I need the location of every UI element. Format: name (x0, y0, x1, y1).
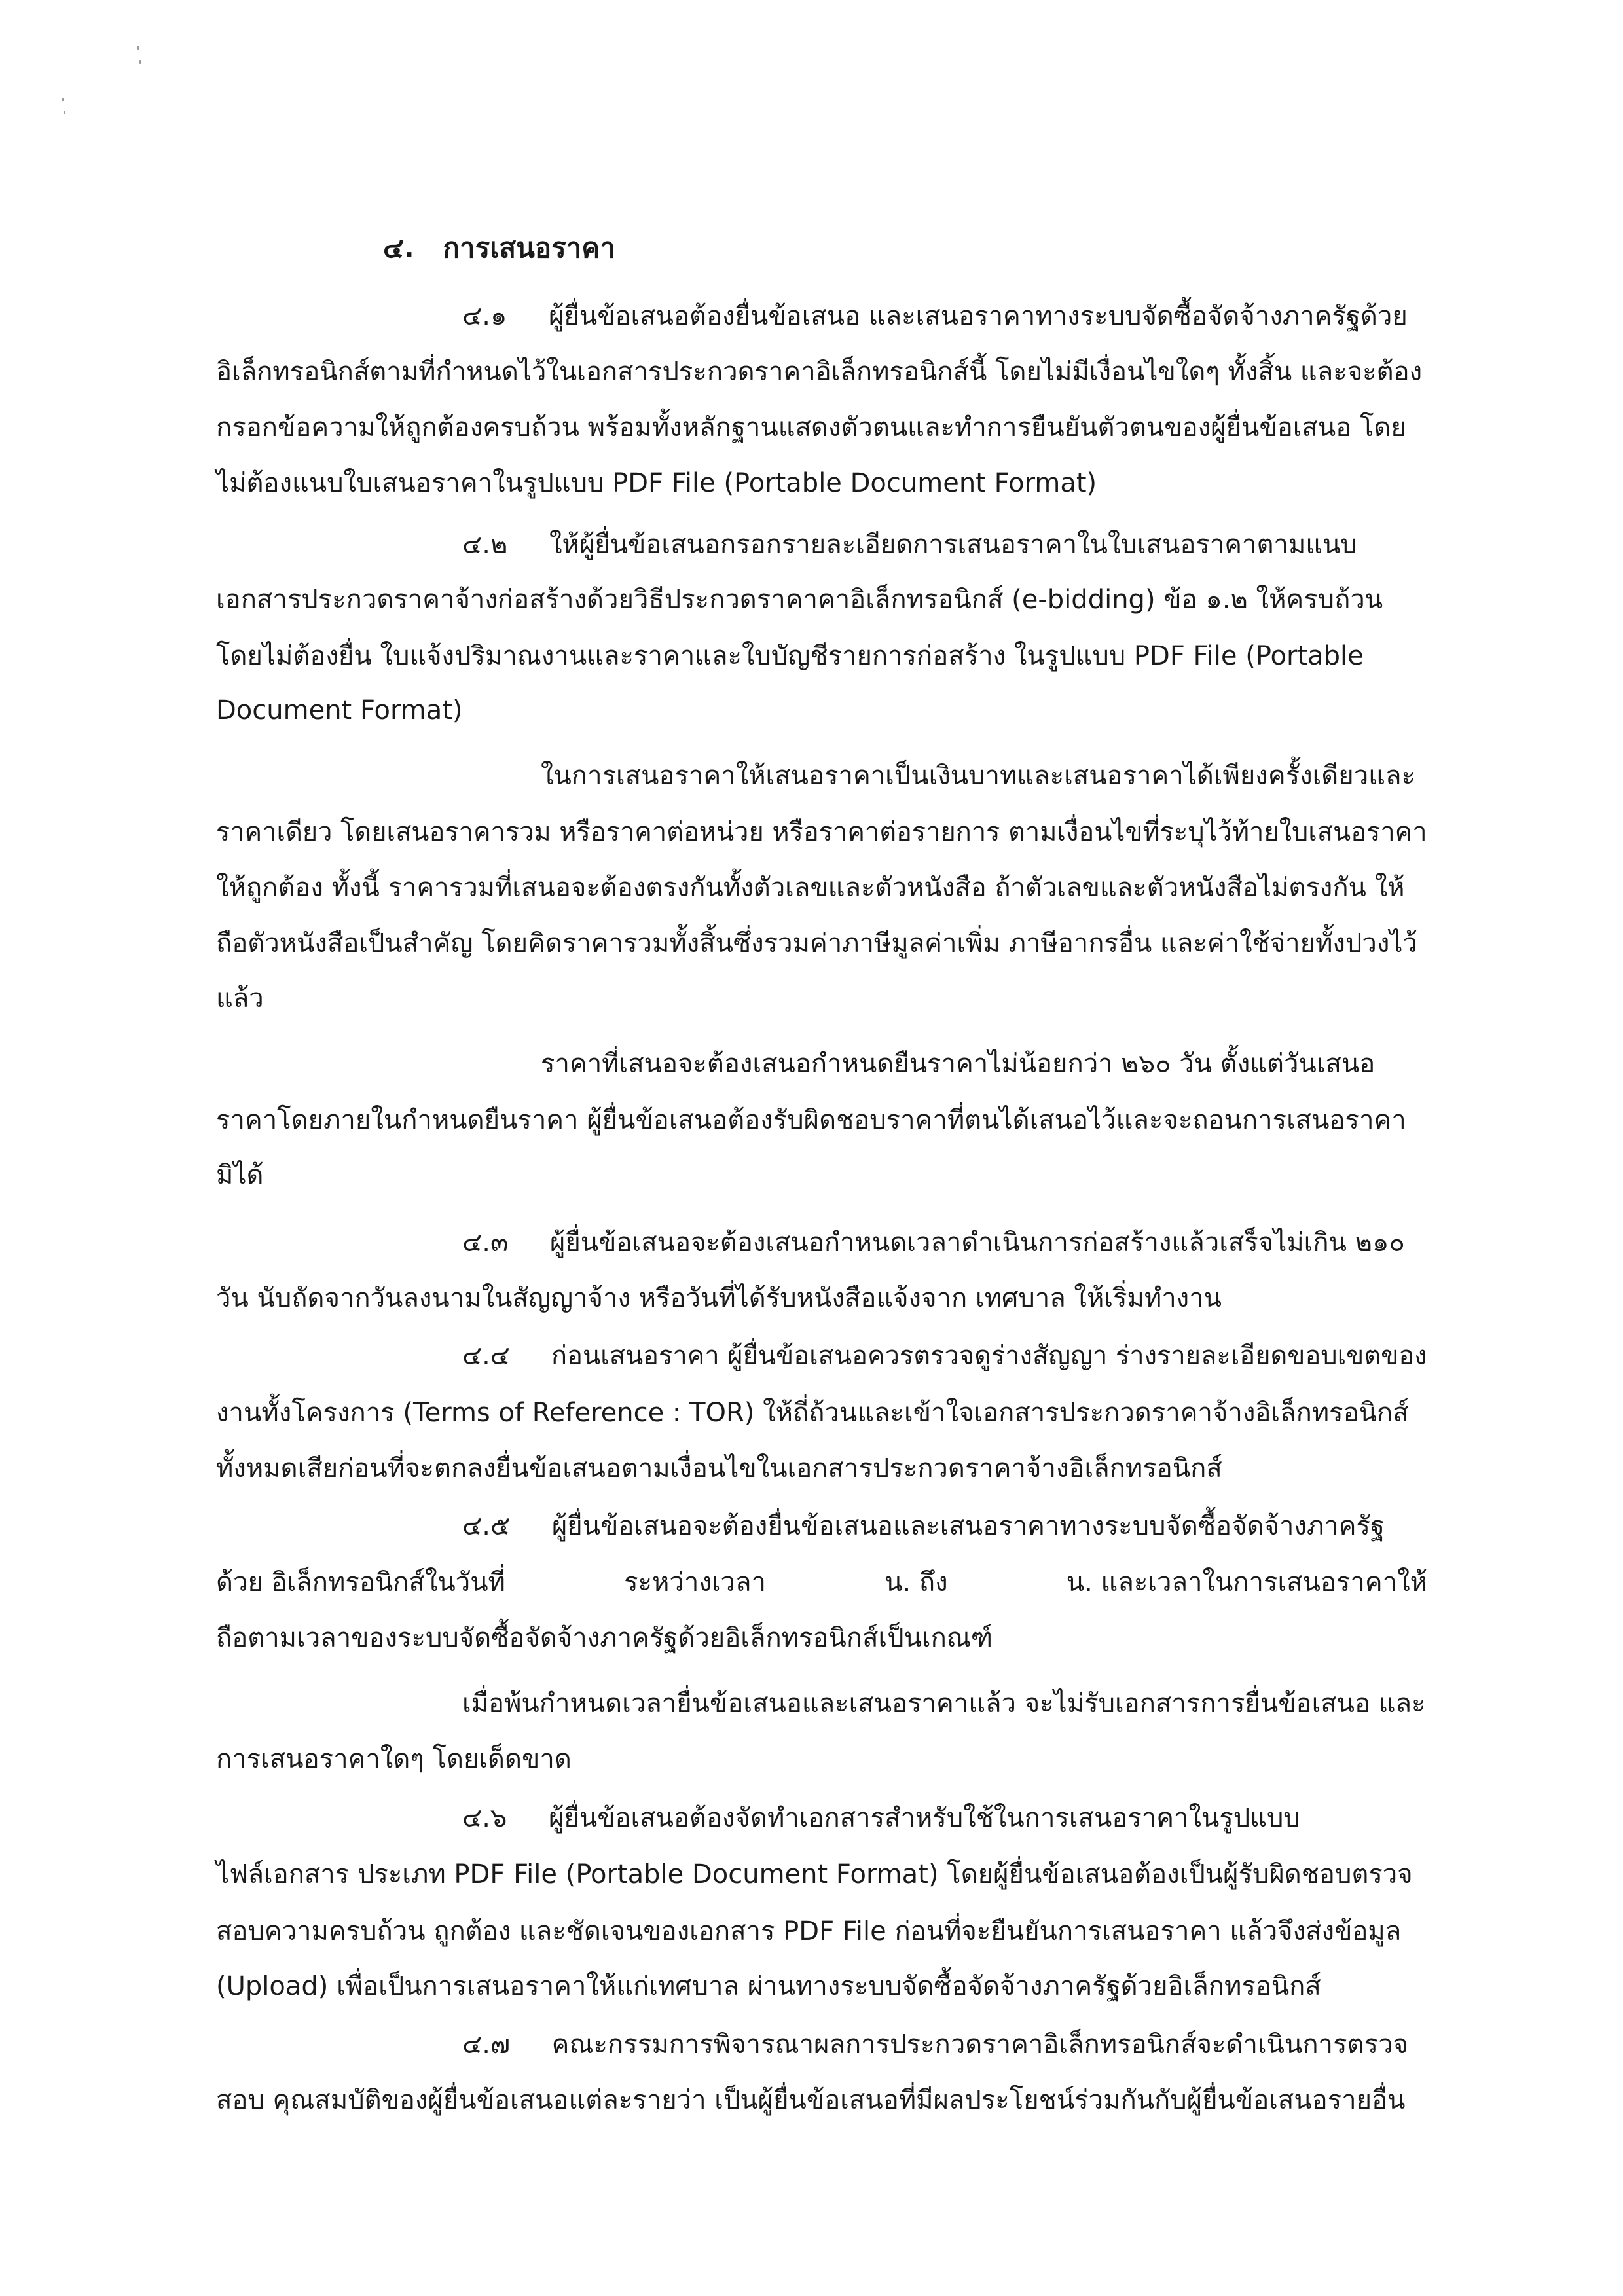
item-text: ผู้ยื่นข้อเสนอจะต้องเสนอกำหนดเวลาดำเนินการก่อสร้างแล้วเสร็จไม่เกิน ๒๑๐ (549, 1228, 1405, 1258)
time-label: ระหว่างเวลา (624, 1567, 766, 1597)
section-title: การเสนอราคา (443, 232, 615, 264)
scan-speck (62, 98, 64, 101)
item-4-2-para2-line-5: แล้ว (216, 983, 264, 1013)
item-4-2-para2-line-2: ราคาเดียว โดยเสนอราคารวม หรือราคาต่อหน่วย หรือราคาต่อรายการ ตามเงื่อนไขที่ระบุไว้ท้ายใบเสนอราคา (216, 817, 1427, 847)
item-4-5-line-3: ถือตามเวลาของระบบจัดซื้อจัดจ้างภาครัฐด้วยอิเล็กทรอนิกส์เป็นเกณฑ์ (216, 1623, 993, 1653)
scan-speck (139, 60, 141, 64)
section-heading (383, 230, 615, 266)
item-4-2-para3-line-3: มิได้ (216, 1160, 264, 1190)
item-4-3-line-2: วัน นับถัดจากวันลงนามในสัญญาจ้าง หรือวันที่ได้รับหนังสือแจ้งจาก เทศบาล ให้เริ่มทำงาน (216, 1283, 1222, 1313)
item-4-4-line-3: ทั้งหมดเสียก่อนที่จะตกลงยื่นข้อเสนอตามเงื่อนไขในเอกสารประกวดราคาจ้างอิเล็กทรอนิกส์ (216, 1453, 1222, 1484)
item-text: ผู้ยื่นข้อเสนอจะต้องยื่นข้อเสนอและเสนอราคาทางระบบจัดซื้อจัดจ้างภาครัฐ (551, 1511, 1385, 1541)
item-4-7-line-2: สอบ คุณสมบัติของผู้ยื่นข้อเสนอแต่ละรายว่า เป็นผู้ยื่นข้อเสนอที่มีผลประโยชน์ร่วมกันกับผู้ยื่นข้อเสนอรายอื่น (216, 2085, 1406, 2115)
item-4-5-para2-line-2: การเสนอราคาใดๆ โดยเด็ดขาด (216, 1744, 572, 1774)
item-4-6-line-3: สอบความครบถ้วน ถูกต้อง และชัดเจนของเอกสาร PDF File ก่อนที่จะยืนยันการเสนอราคา แล้วจึงส่งข้อมูล (216, 1916, 1402, 1946)
item-4-2-line-1 (462, 526, 1357, 563)
item-4-4-line-2: งานทั้งโครงการ (Terms of Reference : TOR) ให้ถี่ถ้วนและเข้าใจเอกสารประกวดราคาจ้างอิเล็กทรอนิกส์ (216, 1398, 1409, 1428)
item-text: คณะกรรมการพิจารณาผลการประกวดราคาอิเล็กทรอนิกส์จะดำเนินการตรวจ (551, 2030, 1408, 2060)
item-4-2-para3-line-1: ราคาที่เสนอจะต้องเสนอกำหนดยืนราคาไม่น้อยกว่า ๒๖๐ วัน ตั้งแต่วันเสนอ (541, 1049, 1376, 1079)
item-number: ๔.๒ (462, 530, 508, 560)
scan-speck (137, 46, 139, 50)
item-text: ผู้ยื่นข้อเสนอต้องยื่นข้อเสนอ และเสนอราคาทางระบบจัดซื้อจัดจ้างภาครัฐด้วย (548, 301, 1408, 331)
date-label: ด้วย อิเล็กทรอนิกส์ในวันที่ (216, 1567, 505, 1597)
item-number: ๔.๑ (462, 301, 507, 331)
item-4-2-para2-line-3: ให้ถูกต้อง ทั้งนี้ ราคารวมที่เสนอจะต้องตรงกันทั้งตัวเลขและตัวหนังสือ ถ้าตัวเลขและตัวหนังสือไม่ตรงกัน ให้ (216, 873, 1405, 903)
item-number: ๔.๕ (462, 1511, 511, 1541)
item-4-6-line-1 (462, 1800, 1300, 1836)
scan-speck (64, 111, 65, 114)
item-4-2-line-2: เอกสารประกวดราคาจ้างก่อสร้างด้วยวิธีประกวดราคาคาอิเล็กทรอนิกส์ (e-bidding) ข้อ ๑.๒ ให้ครบถ้วน (216, 585, 1383, 615)
item-4-1-line-1 (462, 298, 1408, 335)
item-4-3-line-1 (462, 1224, 1405, 1261)
item-text: ผู้ยื่นข้อเสนอต้องจัดทำเอกสารสำหรับใช้ในการเสนอราคาในรูปแบบ (548, 1803, 1300, 1833)
item-4-1-line-4: ไม่ต้องแนบใบเสนอราคาในรูปแบบ PDF File (Portable Document Format) (216, 468, 1097, 498)
item-4-5-line-1 (462, 1508, 1385, 1544)
item-4-2-para3-line-2: ราคาโดยภายในกำหนดยืนราคา ผู้ยื่นข้อเสนอต้องรับผิดชอบราคาที่ตนได้เสนอไว้และจะถอนการเสนอราคา (216, 1105, 1406, 1135)
item-4-6-line-2: ไฟล์เอกสาร ประเภท PDF File (Portable Document Format) โดยผู้ยื่นข้อเสนอต้องเป็นผู้รับผิดชอบตรวจ (216, 1859, 1413, 1889)
time-end-label: น. และเวลาในการเสนอราคาให้ (1066, 1567, 1427, 1597)
section-number: ๔. (383, 232, 414, 264)
item-text: ก่อนเสนอราคา ผู้ยื่นข้อเสนอควรตรวจดูร่างสัญญา ร่างรายละเอียดขอบเขตของ (551, 1341, 1427, 1371)
item-4-5-para2-line-1: เมื่อพ้นกำหนดเวลายื่นข้อเสนอและเสนอราคาแล้ว จะไม่รับเอกสารการยื่นข้อเสนอ และ (462, 1688, 1426, 1719)
item-4-2-para2-line-4: ถือตัวหนังสือเป็นสำคัญ โดยคิดราคารวมทั้งสิ้นซึ่งรวมค่าภาษีมูลค่าเพิ่ม ภาษีอากรอื่น และค่าใช้จ่ายทั้งปวงไว้ (216, 928, 1417, 958)
item-4-5-line-2 (216, 1564, 1427, 1601)
item-text: ให้ผู้ยื่นข้อเสนอกรอกรายละเอียดการเสนอราคาในใบเสนอราคาตามแนบ (549, 530, 1357, 560)
item-number: ๔.๔ (462, 1341, 510, 1371)
item-4-1-line-2: อิเล็กทรอนิกส์ตามที่กำหนดไว้ในเอกสารประกวดราคาอิเล็กทรอนิกส์นี้ โดยไม่มีเงื่อนไขใดๆ ทั้งสิ้น และจะต้อง (216, 357, 1423, 387)
item-4-2-line-4: Document Format) (216, 695, 463, 725)
item-number: ๔.๗ (462, 2030, 511, 2060)
item-4-6-line-4: (Upload) เพื่อเป็นการเสนอราคาให้แก่เทศบาล ผ่านทางระบบจัดซื้อจัดจ้างภาครัฐด้วยอิเล็กทรอนิกส์ (216, 1971, 1321, 2001)
item-4-7-line-1 (462, 2026, 1408, 2063)
item-number: ๔.๓ (462, 1228, 509, 1258)
item-4-2-para2-line-1: ในการเสนอราคาให้เสนอราคาเป็นเงินบาทและเสนอราคาได้เพียงครั้งเดียวและ (541, 761, 1415, 791)
item-number: ๔.๖ (462, 1803, 507, 1833)
time-to-label: น. ถึง (884, 1567, 948, 1597)
item-4-4-line-1 (462, 1338, 1427, 1374)
item-4-2-line-3: โดยไม่ต้องยื่น ใบแจ้งปริมาณงานและราคาและใบบัญชีรายการก่อสร้าง ในรูปแบบ PDF File (Portable (216, 641, 1364, 671)
item-4-1-line-3: กรอกข้อความให้ถูกต้องครบถ้วน พร้อมทั้งหลักฐานแสดงตัวตนและทำการยืนยันตัวตนของผู้ยื่นข้อเสนอ โดย (216, 412, 1406, 443)
